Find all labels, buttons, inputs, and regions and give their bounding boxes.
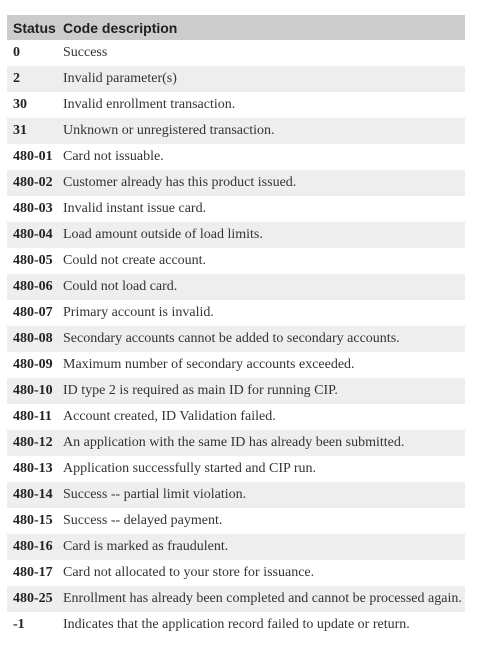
status-code-cell: 480-17 bbox=[13, 565, 53, 580]
status-code-cell: 480-06 bbox=[7, 274, 57, 300]
header-row bbox=[7, 15, 465, 40]
table-row bbox=[7, 456, 465, 482]
status-code-cell: 480-05 bbox=[13, 253, 53, 268]
code-description-cell: Card not issuable. bbox=[63, 149, 164, 164]
table-row bbox=[7, 92, 465, 118]
code-description-cell: Unknown or unregistered transaction. bbox=[57, 118, 465, 144]
code-description-cell: Primary account is invalid. bbox=[63, 305, 214, 320]
code-description-cell: Account created, ID Validation failed. bbox=[63, 409, 276, 424]
table-row bbox=[7, 248, 465, 274]
code-description-cell: Application successfully started and CIP run. bbox=[63, 461, 316, 476]
status-code-cell: 480-12 bbox=[7, 430, 57, 456]
code-description-cell: Load amount outside of load limits. bbox=[57, 222, 465, 248]
code-description-cell: Invalid enrollment transaction. bbox=[63, 97, 236, 112]
table-row bbox=[7, 222, 465, 248]
status-code-cell: 480-02 bbox=[7, 170, 57, 196]
code-description-cell: Could not load card. bbox=[57, 274, 465, 300]
status-code-cell: 480-03 bbox=[13, 201, 53, 216]
status-code-cell: 480-09 bbox=[13, 357, 53, 372]
code-description-cell: Customer already has this product issued. bbox=[57, 170, 465, 196]
table-row bbox=[7, 378, 465, 404]
code-description-cell: Success -- partial limit violation. bbox=[57, 482, 465, 508]
status-code-cell: 480-13 bbox=[13, 461, 53, 476]
table-row bbox=[7, 508, 465, 534]
code-description-cell: Could not create account. bbox=[63, 253, 207, 268]
table-row bbox=[7, 586, 465, 612]
table-row bbox=[7, 40, 465, 66]
table-row bbox=[7, 118, 465, 144]
code-description-cell: Card not allocated to your store for issuance. bbox=[63, 565, 315, 580]
code-description-cell: ID type 2 is required as main ID for running CIP. bbox=[57, 378, 465, 404]
table-row bbox=[7, 612, 465, 638]
table-row bbox=[7, 326, 465, 352]
status-code-cell: 0 bbox=[13, 45, 20, 60]
table-row bbox=[7, 66, 465, 92]
status-code-cell: 480-11 bbox=[13, 409, 52, 424]
code-description-cell: Invalid instant issue card. bbox=[63, 201, 207, 216]
code-description-cell: Secondary accounts cannot be added to secondary accounts. bbox=[57, 326, 465, 352]
table-row bbox=[7, 560, 465, 586]
status-code-cell: 480-16 bbox=[7, 534, 57, 560]
table-row bbox=[7, 300, 465, 326]
code-description-cell: Success bbox=[63, 45, 108, 60]
table-row bbox=[7, 274, 465, 300]
table-row bbox=[7, 430, 465, 456]
description-column-header: Code description bbox=[57, 15, 465, 40]
status-code-cell: -1 bbox=[13, 617, 25, 632]
table-row bbox=[7, 170, 465, 196]
code-description-cell: Indicates that the application record failed to update or return. bbox=[63, 617, 410, 632]
status-code-cell: 480-07 bbox=[13, 305, 53, 320]
status-code-cell: 31 bbox=[7, 118, 57, 144]
table-body bbox=[7, 40, 465, 638]
status-code-cell: 480-15 bbox=[13, 513, 53, 528]
table-row bbox=[7, 196, 465, 222]
status-code-cell: 480-04 bbox=[7, 222, 57, 248]
code-description-cell: Enrollment has already been completed and cannot be processed again. bbox=[57, 586, 465, 612]
status-code-cell: 2 bbox=[7, 66, 57, 92]
table-row bbox=[7, 404, 465, 430]
status-code-cell: 480-10 bbox=[7, 378, 57, 404]
status-code-cell: 30 bbox=[13, 97, 27, 112]
table-row bbox=[7, 144, 465, 170]
status-code-cell: 480-14 bbox=[7, 482, 57, 508]
code-description-cell: Invalid parameter(s) bbox=[57, 66, 465, 92]
code-description-cell: Success -- delayed payment. bbox=[63, 513, 223, 528]
table-row bbox=[7, 534, 465, 560]
code-description-cell: Card is marked as fraudulent. bbox=[57, 534, 465, 560]
table-row bbox=[7, 482, 465, 508]
table-header bbox=[7, 15, 465, 40]
status-code-table bbox=[7, 15, 465, 638]
status-column-header: Status bbox=[7, 15, 57, 40]
code-description-cell: An application with the same ID has already been submitted. bbox=[57, 430, 465, 456]
status-code-cell: 480-25 bbox=[7, 586, 57, 612]
status-code-cell: 480-01 bbox=[13, 149, 53, 164]
code-description-cell: Maximum number of secondary accounts exceeded. bbox=[63, 357, 355, 372]
status-code-cell: 480-08 bbox=[7, 326, 57, 352]
table-row bbox=[7, 352, 465, 378]
